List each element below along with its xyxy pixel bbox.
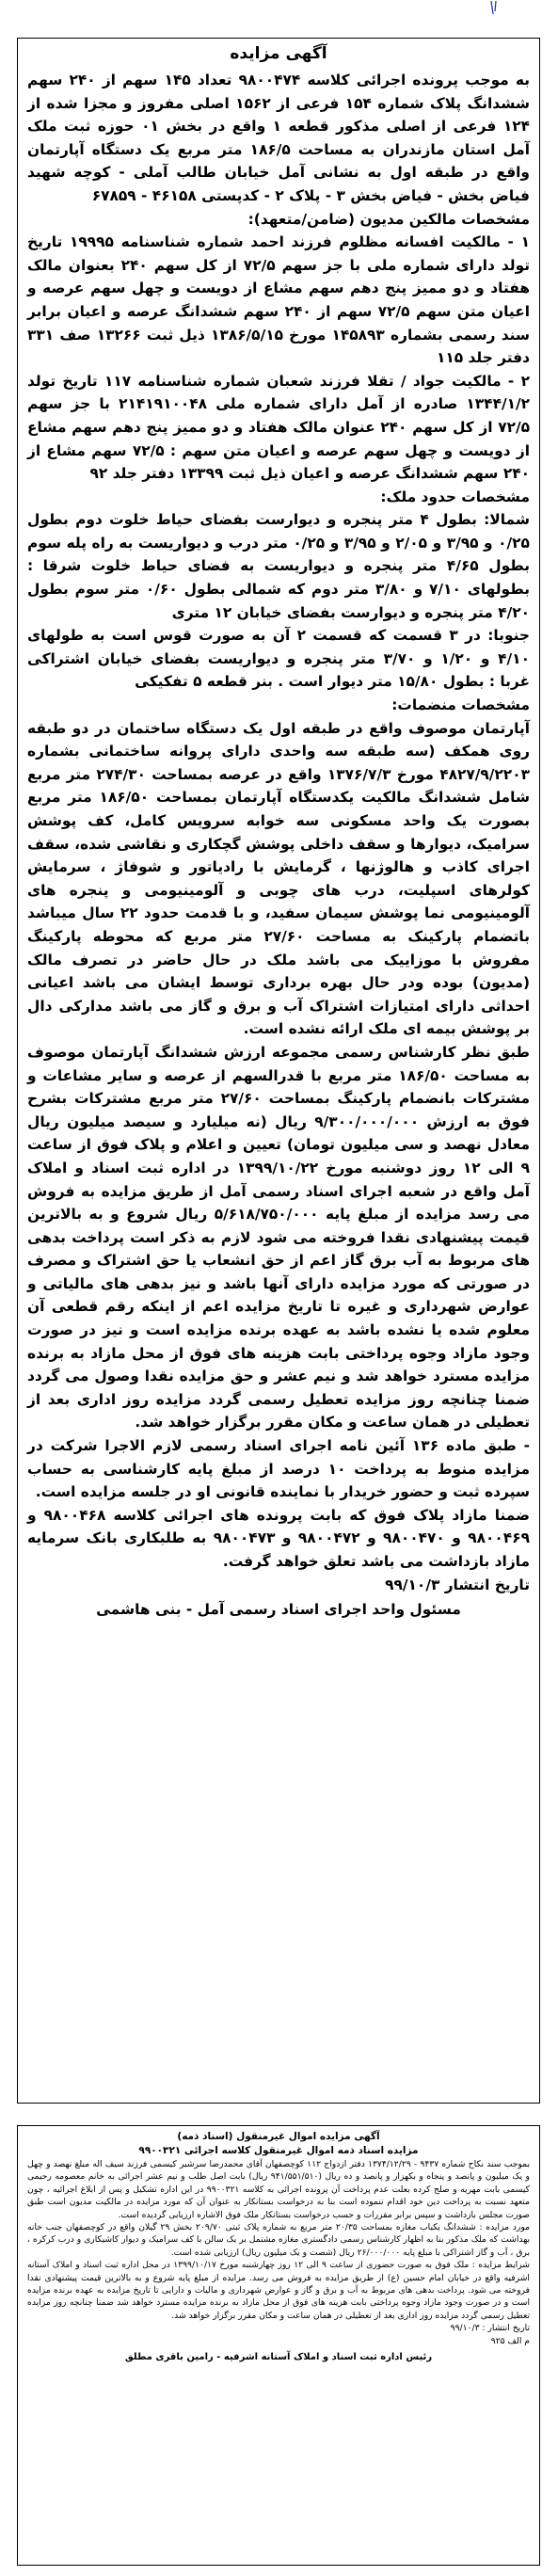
owner-1-paragraph: ۱ - مالکیت افسانه مظلوم فرزند احمد شماره شناسنامه ۱۹۹۹۵ تاریخ تولد دارای شماره ملی با جز سهم ۷۲/۵ از کل سهم ۲۴۰ بعنوان مالک هفتاد و دو ممیز پنج دهم سهم مشاع از دویست و چهل سهم عرصه و اعیان متن سهم ۷۲/۵ سهم از ۲۴۰ سهم ششدانگ عرصه و اعیان برابر سند رسمی بشماره ۱۴۵۸۹۳ مورخ ۱۳۸۶/۵/۱۵ ذیل ثبت ۱۳۲۶۶ صف ۳۳۱ دفتر جلد ۱۱۵	[27, 233, 531, 367]
boundaries-north-east: شمالا: بطول ۴ متر پنجره و دیوارست بفضای حیاط خلوت دوم بطول ۰/۲۵ و ۳/۹۵ و ۲/۰۵ و ۳/۹۵ و ۰/۲۵ متر درب و دیواریست به راه پله سوم بطول ۴/۶۵ متر پنجره و دیواریست به فضای حیاط خلوت شرقا : بطولهای ۷/۱۰ و ۳/۸۰ متر دوم که شمالی بطول ۰/۶۰ متر سوم بطول ۴/۲۰ متر پنجره و دیوارست بفضای خیابان ۱۲ متری	[27, 511, 530, 621]
owner-2-paragraph: ۲ - مالکیت جواد / تقلا فرزند شعبان شماره شناسنامه ۱۱۷ تاریخ تولد ۱۳۴۴/۱/۲ صادره از آمل دارای شماره ملی ۲۱۴۱۹۱۰۰۴۸ با جز سهم ۷۲/۵ از کل سهم ۲۴۰ عنوان مالک هفتاد و دو ممیز پنج دهم سهم مشاع از دویست و چهل سهم عرصه و اعیان متن سهم : ۷۲/۵ سهم مشاع از ۲۴۰ سهم ششدانگ عرصه و اعیان ذیل ثبت ۱۳۳۹۹ دفتر جلد ۹۲	[27, 372, 530, 483]
property-description: آپارتمان موصوف واقع در طبقه اول یک دستگاه ساختمان در دو طبقه روی همکف (سه طبقه سه واحدی دارای پروانه ساختمانی بشماره ۴۸۲۷/۹/۲۲۰۳ مورخ ۱۳۷۶/۷/۳ واقع در عرصه بمساحت ۲۷۴/۳۰ متر مربع شامل ششدانگ مالکیت یکدستگاه آپارتمان بمساحت ۱۸۶/۵۰ متر مربع بصورت یک واحد مسکونی سه خوابه سرویس کامل، کف پوشش سرامیک، دیوارها و سقف داخلی پوشش گچکاری و نقاشی شده، سقف اجرای کاذب و هالوژنها ، گرمایش با رادیاتور و شوفاژ ، سرمایش کولرهای اسپلیت، درب های چوبی و آلومینیومی و پنجره های آلومینیومی نما پوشش سیمان سفید، و با قدمت حدود ۲۲ سال میباشد باتضمام پارکینک به مساحت ۲۷/۶۰ متر مربع که محوطه پارکینگ مفروش با موزاییک می باشد ملک در حال حاضر در تصرف مالک (مدیون) بوده ودر حال بهره برداری توسط ایشان می باشد اعیانی احداثی دارای امتیازات اشتراک آب و برق و گاز می باشد مدارکی دال بر پوشش بیمه ای ملک ارائه نشده است.	[27, 719, 531, 1038]
signature-line: مسئول واحد اجرای اسناد رسمی آمل - بنی هاشمی	[96, 1601, 461, 1619]
owners-heading: مشخصات مالکین مدیون (ضامن/متعهد):	[247, 210, 530, 228]
article-136-paragraph: - طبق ماده ۱۳۶ آئین نامه اجرای اسناد رسمی لازم الاجرا شرکت در مزایده منوط به پرداخت ۱۰ درصد از مبلغ پایه کارشناسی به حساب سپرده ثبت و حضور خریدار با نماینده قانونی او در جلسه مزایده است.	[27, 1437, 530, 1501]
auction-notice-clipping	[17, 38, 540, 2104]
notice-2-terms: شرایط مزایده : ملک فوق به صورت حضوری از ساعت ۹ الی ۱۲ روز چهارشنبه مورخ ۱۳۹۹/۱۰/۱۷ در محل اداره ثبت اسناد و املاک آستانه اشرفیه واقع در خیابان امام حسین (ع) از طریق مزایده به فروش می رسد. مزایده از مبلغ پایه شروع و به بالاترین قیمت پیشنهادی نقدا فروخته می شود. پرداخت بدهی های مربوط به آب و برق و گاز و عوارض شهرداری و مالیات و دارایی تا تاریخ مزایده به عهده برنده مزایده است و در صورت وجود مازاد وجوه پرداختی بابت هزینه های فوق از محل مازاد به برنده مزایده مسترد خواهد شد ضمنا چنانچه روز مزایده تعطیل رسمی گردد مزایده روز اداری بعد از تعطیلی در همان ساعت و مکان مقرر برگزار خواهد شد.	[27, 2260, 530, 2321]
notice-2-property: مورد مزایده : ششدانگ یکباب مغازه بمساحت ۲۰/۳۵ متر مربع به شماره پلاک ثبتی ۲۰۹/۷۰ بخش ۲۹ گیلان واقع در کوچصفهان جنب خانه بهداشت که ملک مذکور بنا به اظهار کارشناس رسمی دادگستری مغازه مشتمل بر یک سالن با کف سرامیک و دیوار کاشیکاری و درب کرکره ، برق ، آب و گاز اشتراکی با مبلغ پایه ۲۶/۰۰۰/۰۰۰ ریال (شصت و یک میلیون ریال) ارزیابی شده است.	[27, 2222, 530, 2258]
intro-paragraph: به موجب پرونده اجرائی کلاسه ۹۸۰۰۴۷۴ تعداد ۱۴۵ سهم از ۲۴۰ سهم ششدانگ پلاک شماره ۱۵۴ فرعی از ۱۵۶۲ اصلی مفروز و مجزا شده از ۱۲۴ فرعی از اصلی مذکور قطعه ۱ واقع در بخش ۰۱ حوزه ثبت ملک آمل استان مازندران به مساحت ۱۸۶/۵ متر مربع یک دستگاه آپارتمان واقع در طبقه اول به نشانی آمل خیابان طالب آملی - کوچه شهید فیاض بخش - فیاض بخش ۳ - پلاک ۲ - کدپستی ۴۶۱۵۸ - ۶۷۸۵۹	[27, 72, 530, 204]
notice-2-signature: رئیس اداره ثبت اسناد و املاک آستانه اشرفیه - رامین باقری مطلق	[124, 2352, 433, 2363]
attachments-heading: مشخصات منضمات:	[391, 696, 530, 714]
boundaries-heading: مشخصات حدود ملک:	[380, 488, 530, 505]
notice-2-intro: بموجب سند نکاح شماره ۹۴۳۷ - ۱۳۷۴/۱۲/۲۹ دفتر ازدواج ۱۱۲ کوچصفهان آقای محمدرضا سرشبر کیسمی فرزند سیف اله مبلغ نهصد و چهل و یک میلیون و پانصد و پنجاه و بکهزار و پانصد و ده ریال (۹۴۱/۵۵۱/۵۱۰ ریال) بابت اصل طلب و نیم عشر اجرائی به خانم معصومه رحیمی کیسمی بابت مهریه و صلح کرده بعلت عدم پرداخت آن پرونده اجرائی به کلاسه ۹۹۰۰۳۲۱ در این اداره تشکیل و پس از ابلاغ اجرائیه ، چون متعهد نسبت به پرداخت دین خود اقدام ننموده است بنا به درخواست بستانکار به عنوان آن که مورد مزایده در مالکیت مدیون است طبق صورت مجلس بازداشت و سپس برابر مقررات و حسب درخواست بستانکار ملک فوق الاشاره ارزیابی گردیده است.	[27, 2159, 531, 2220]
notice-2-subtitle: مزایده اسناد ذمه اموال غیرمنقول کلاسه اجرائی ۹۹۰۰۳۲۱	[138, 2145, 419, 2156]
valuation-and-terms: طبق نظر کارشناس رسمی مجموعه ارزش ششدانگ آپارتمان موصوف به مساحت ۱۸۶/۵۰ متر مربع با قدرالسهم از عرصه و سایر مشاعات و مشترکات بانضمام پارکینگ بمساحت ۲۷/۶۰ متر مربع مشترکات بشرح فوق به ارزش ۹/۳۰۰/۰۰۰/۰۰۰ ریال (نه میلیارد و سیصد میلیون ریال معادل نهصد و سی میلیون تومان) تعیین و اعلام و پلاک فوق از ساعت ۹ الی ۱۲ روز دوشنبه مورخ ۱۳۹۹/۱۰/۲۲ در اداره ثبت اسناد و املاک آمل واقع در شعبه اجرای اسناد رسمی آمل از طریق مزایده به فروش می رسد مزایده از مبلغ پایه ۵/۶۱۸/۷۵۰/۰۰۰ ریال شروع و به بالاترین قیمت پیشنهادی نقدا فروخته می شود لازم به ذکر است پرداخت بدهی های مربوط به آب برق گاز اعم از حق انشعاب یا حق اشتراک و مصرف در صورتی که مورد مزایده دارای آنها باشد و نیز بدهی های مالیاتی و عوارض شهرداری و غیره تا تاریخ مزایده اعم از اینکه رقم قطعی آن معلوم شده یا نشده باشد به عهده برنده مزایده است و نیز در صورت وجود مازاد وجوه پرداختی بابت هزینه های فوق از محل مازاد به برنده مزایده مسترد خواهد شد و نیم عشر و حق مزایده نقدا وصول می گردد ضمنا چنانچه روز مزایده تعطیل رسمی گردد مزایده روز اداری بعد از تعطیلی در همان ساعت و مکان مقرر برگزار خواهد شد.	[27, 1043, 531, 1432]
notice-title: آگهی مزایده	[230, 44, 327, 63]
publish-date: تاریخ انتشار ۹۹/۱۰/۳	[385, 1576, 530, 1593]
notice-2-reference: م الف ۹۲۵	[490, 2335, 530, 2346]
auction-notice-2-clipping	[17, 2125, 540, 2566]
notice-2-date: تاریخ انتشار : ۹۹/۱۰/۳	[450, 2323, 530, 2334]
surplus-paragraph: ضمنا مازاد پلاک فوق که بابت پرونده های اجرائی کلاسه ۹۸۰۰۴۶۸ و ۹۸۰۰۴۶۹ و ۹۸۰۰۴۷۰ و ۹۸۰۰۴۷۲ و ۹۸۰۰۴۷۳ به طلبکاری بانک سرمایه مازاد بازداشت می باشد تعلق خواهد گرفت.	[27, 1506, 530, 1570]
boundaries-south-west: جنوبا: در ۳ قسمت که قسمت ۲ آن به صورت قوس است به طولهای ۴/۱۰ و ۱/۲۰ و ۳/۷۰ متر پنجره و دیواریست بفضای خیابان اشتراکی غربا : بطول ۱۵/۸۰ متر دیوار است . بنر قطعه ۵ تفکیکی	[27, 627, 530, 691]
pen-mark-icon	[488, 0, 500, 19]
notice-2-title: آگهی مزایده اموال غیرمنقول (اسناد ذمه)	[177, 2131, 380, 2142]
